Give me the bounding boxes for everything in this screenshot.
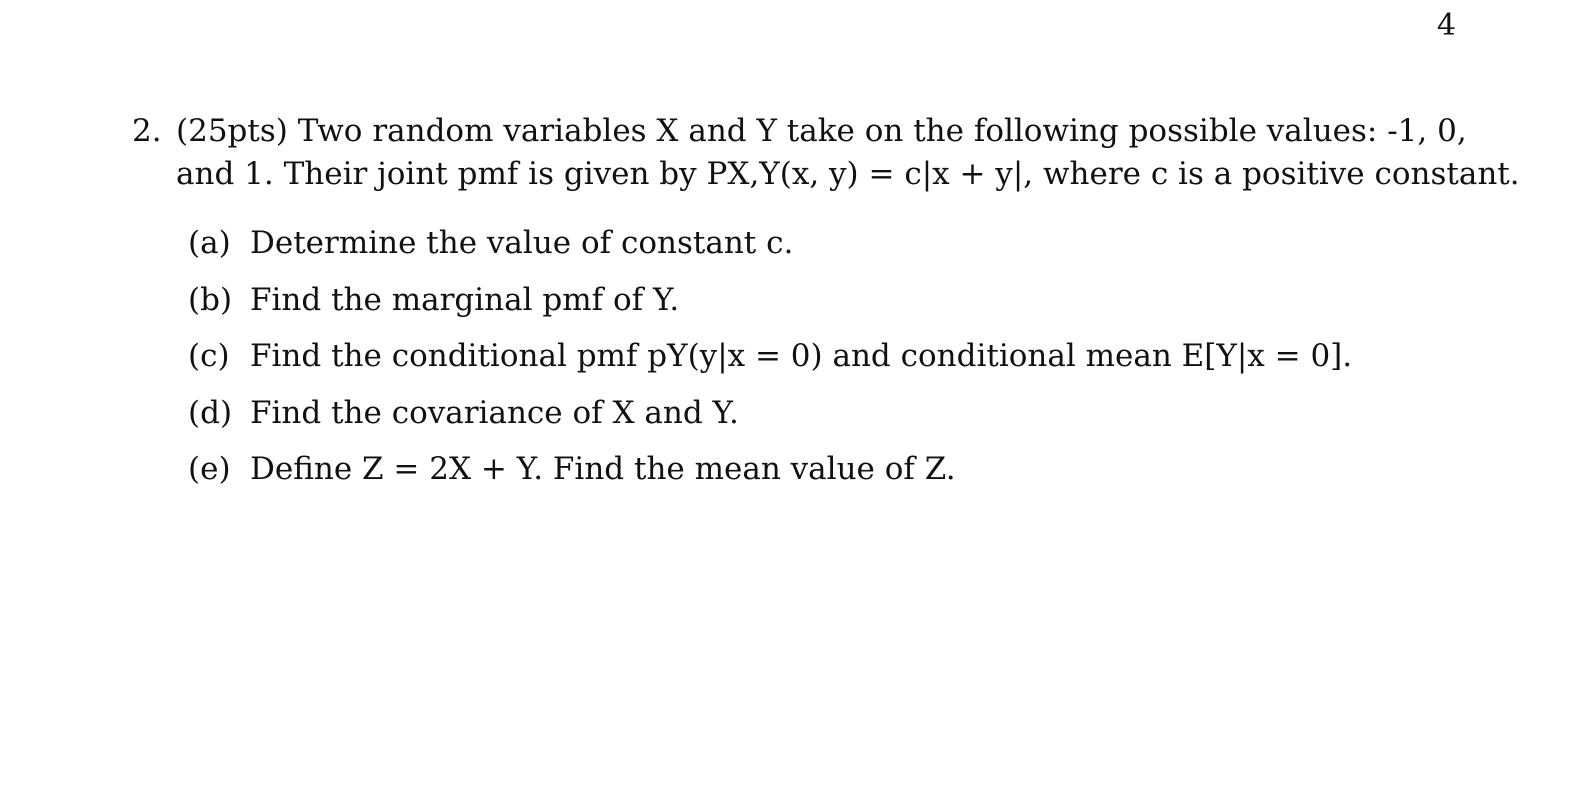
subpart-a bbox=[188, 222, 1352, 279]
problem-line-2 bbox=[132, 153, 1520, 196]
problem-line-1 bbox=[132, 110, 1467, 153]
subpart-text: Define Z = 2X + Y. Find the mean value of Z. bbox=[250, 451, 956, 487]
subpart-label: (a) bbox=[188, 225, 231, 261]
subpart-label: (d) bbox=[188, 394, 233, 431]
subpart-label: (e) bbox=[188, 451, 231, 487]
subpart-text: Find the marginal pmf of Y. bbox=[250, 281, 680, 318]
subpart-list bbox=[188, 222, 1352, 505]
subpart-b bbox=[188, 279, 1352, 336]
problem-number: 2. bbox=[132, 113, 162, 149]
page-number: 4 bbox=[1436, 8, 1456, 43]
subpart-e bbox=[188, 448, 1352, 505]
problem-text-line-1: (25pts) Two random variables X and Y take on the following possible values: -1, 0, bbox=[176, 113, 1467, 149]
subpart-label: (b) bbox=[188, 281, 233, 318]
problem-text-line-2: and 1. Their joint pmf is given by PX,Y(x, y) = c|x + y|, where c is a positive constant. bbox=[176, 156, 1520, 192]
subpart-label: (c) bbox=[188, 338, 230, 374]
subpart-text: Find the conditional pmf pY(y|x = 0) and conditional mean E[Y|x = 0]. bbox=[250, 338, 1353, 374]
subpart-text: Determine the value of constant c. bbox=[250, 225, 794, 261]
subpart-d bbox=[188, 392, 1352, 449]
subpart-text: Find the covariance of X and Y. bbox=[250, 394, 739, 431]
subpart-c bbox=[188, 335, 1352, 392]
problem-statement bbox=[132, 110, 1520, 196]
